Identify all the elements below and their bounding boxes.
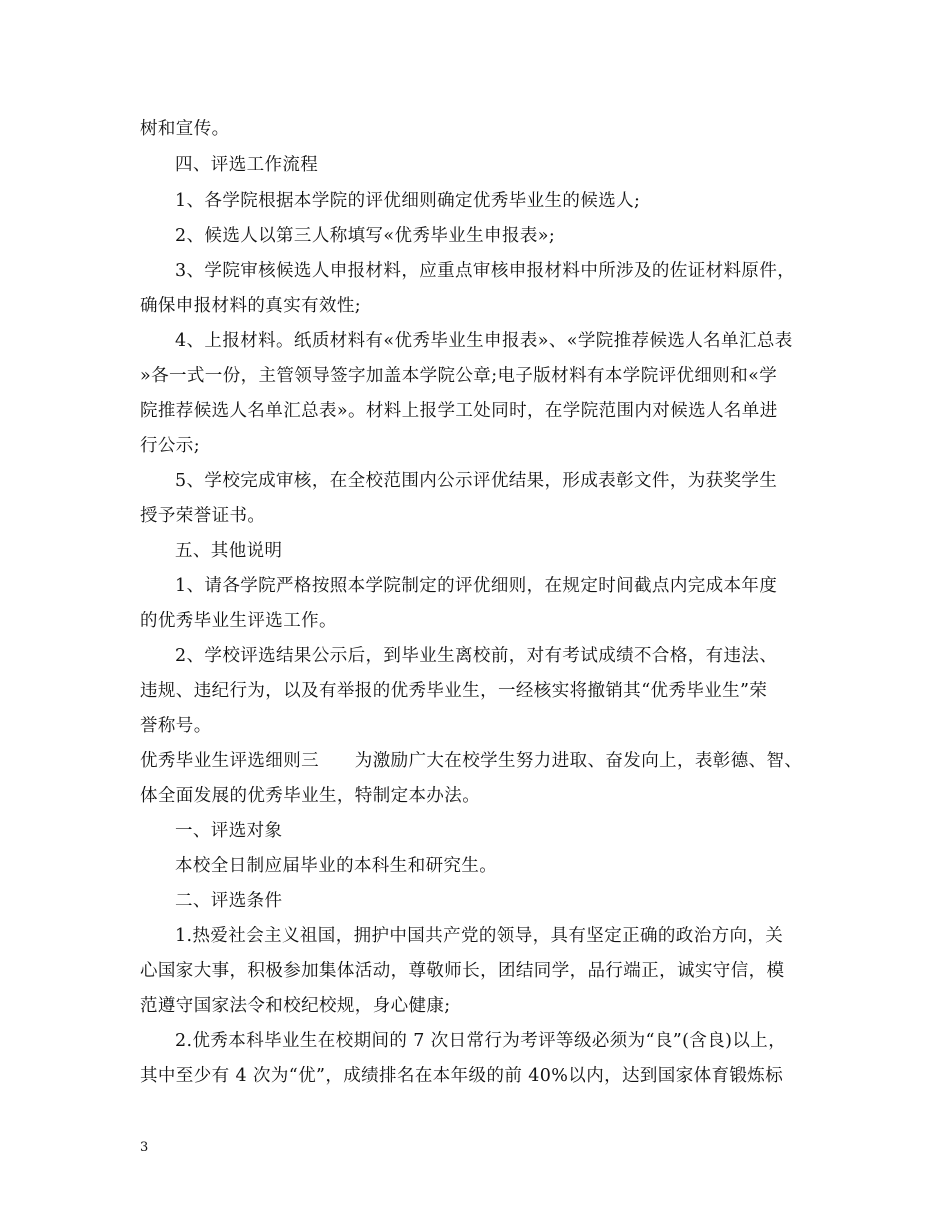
text-line: 确保申报材料的真实有效性; xyxy=(140,296,362,316)
text-line: 体全面发展的优秀毕业生，特制定本办法。 xyxy=(140,786,481,806)
text-line: »各一式一份，主管领导签字加盖本学院公章;电子版材料有本学院评优细则和«学 xyxy=(140,366,778,386)
section-heading: 四、评选工作流程 xyxy=(175,155,319,175)
text-line: 范遵守国家法令和校纪校规，身心健康; xyxy=(140,996,451,1016)
text-line: 4、上报材料。纸质材料有«优秀毕业生申报表»、«学院推荐候选人名单汇总表 xyxy=(175,331,793,351)
text-line: 院推荐候选人名单汇总表»。材料上报学工处同时，在学院范围内对候选人名单进 xyxy=(140,401,778,421)
section-heading: 一、评选对象 xyxy=(175,821,283,841)
text-line: 其中至少有 4 次为“优”，成绩排名在本年级的前 40%以内，达到国家体育锻炼标 xyxy=(140,1066,784,1086)
text-line: 3、学院审核候选人申报材料，应重点审核申报材料中所涉及的佐证材料原件， xyxy=(175,261,796,281)
page-number: 3 xyxy=(140,1140,149,1155)
text-line: 的优秀毕业生评选工作。 xyxy=(140,611,337,631)
text-line: 1.热爱社会主义祖国，拥护中国共产党的领导，具有坚定正确的政治方向，关 xyxy=(175,926,784,946)
text-line: 授予荣誉证书。 xyxy=(140,506,266,526)
text-line: 1、请各学院严格按照本学院制定的评优细则，在规定时间截点内完成本年度 xyxy=(175,576,778,596)
text-line: 2、学校评选结果公示后，到毕业生离校前，对有考试成绩不合格，有违法、 xyxy=(175,646,778,666)
text-line: 树和宣传。 xyxy=(140,119,230,139)
text-line: 心国家大事，积极参加集体活动，尊敬师长，团结同学，品行端正，诚实守信，模 xyxy=(140,961,785,981)
section-heading: 二、评选条件 xyxy=(175,891,283,911)
text-line: 1、各学院根据本学院的评优细则确定优秀毕业生的候选人; xyxy=(175,191,641,211)
text-line: 5、学校完成审核，在全校范围内公示评优结果，形成表彰文件，为获奖学生 xyxy=(175,471,778,491)
text-line: 誉称号。 xyxy=(140,716,212,736)
text-line: 优秀毕业生评选细则三 为激励广大在校学生努力进取、奋发向上，表彰德、智、 xyxy=(140,751,803,771)
text-line: 行公示; xyxy=(140,436,200,456)
text-line: 2.优秀本科毕业生在校期间的 7 次日常行为考评等级必须为“良”(含良)以上， xyxy=(175,1031,787,1051)
section-heading: 五、其他说明 xyxy=(175,541,283,561)
text-line: 本校全日制应届毕业的本科生和研究生。 xyxy=(175,856,498,876)
text-line: 违规、违纪行为，以及有举报的优秀毕业生，一经核实将撤销其“优秀毕业生”荣 xyxy=(140,681,768,701)
text-line: 2、候选人以第三人称填写«优秀毕业生申报表»; xyxy=(175,226,556,246)
